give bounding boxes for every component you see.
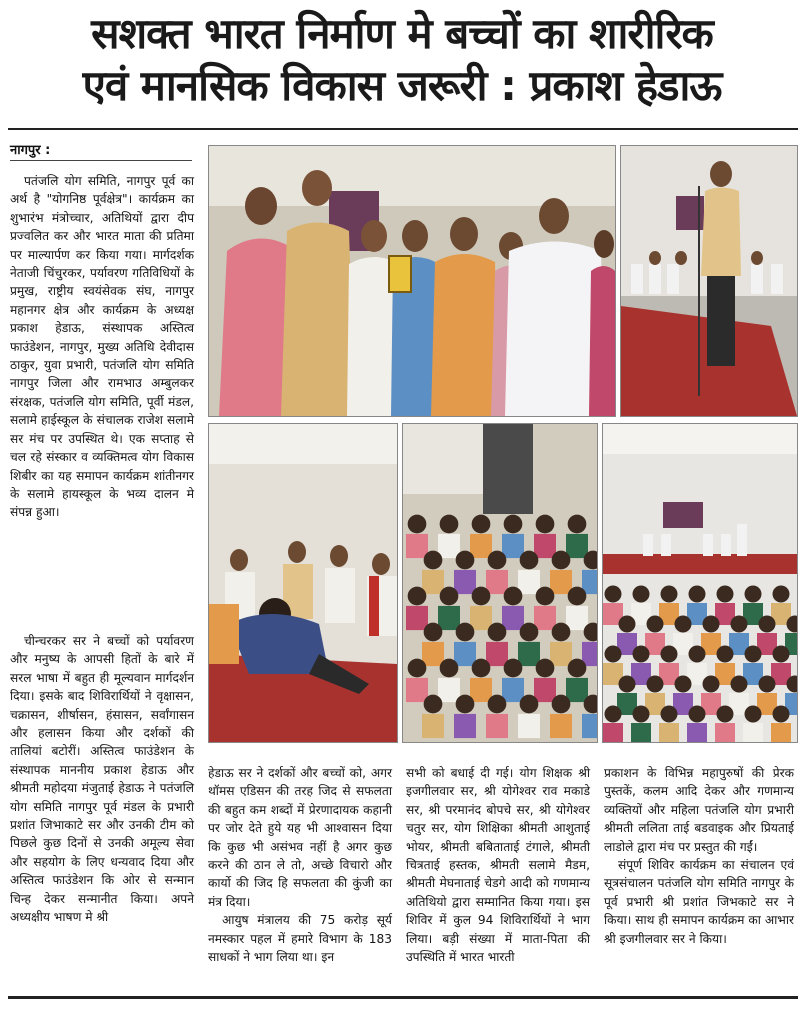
photo-speaker-at-mic bbox=[620, 145, 798, 417]
article-paragraph: हेडाऊ सर ने दर्शकों और बच्चों को, अगर थॉमस एडिसन की तरह जिद से सफलता की बहुत कम शब्दों में प्रेरणादायक कहानी पर जोर देते हुये यह भी आश्वासन दिया कि कुछ भी असंभव नहीं है अगर कुछ करने की ठान ले तो, अच्छे विचारो और कार्यो की जिद हि सफलता की कुंजी का मंत्र दिया। bbox=[208, 766, 392, 909]
photo-children-audience bbox=[402, 423, 598, 743]
article-paragraph: पतंजलि योग समिति, नागपुर पूर्व का अर्थ है "योगनिष्ठ पूर्वक्षेत्र"। कार्यक्रम का शुभारंभ मंत्रोच्चार, अतिथियों द्वारा दीप प्रज्वलित कर और भारत माता की प्रतिमा पर माल्यार्पण कर किया गया। मार्गदर्शक नेताजी चिंचुरकर, पर्यावरण गतिविधियों के प्रमुख, राष्ट्रीय स्वयंसेवक संघ, नागपुर महानगर क्षेत्र और कार्यक्रम के अध्यक्ष प्रकाश हेडाऊ, संस्थापक अस्तित्व फाउंडेशन, नागपुर, मुख्य अतिथि देवीदास ठाकुर, युवा प्रभारी, पतंजलि योग समिति नागपुर जिला और रामभाउ अम्बुलकर संरक्षक, पतंजलि योग समिति, पूर्वी मंडल, सलामे हाईस्कूल के संचालक राजेश सलामे सर मंच पर उपस्थित थे। एक सप्ताह से चल रहे संस्कार व व्यक्तिमत्व योग विकास शिबीर का यह समापन कार्यक्रम शांतीनगर के सलामे हायस्कूल के भव्य दालन मे संपन्न हुआ। bbox=[10, 174, 194, 520]
headline bbox=[0, 8, 804, 112]
article-column-3 bbox=[406, 764, 590, 966]
photo-hall-view bbox=[602, 423, 798, 743]
article-paragraph: चीन्चरकर सर ने बच्चों को पर्यावरण और मनुष्य के आपसी हितों के बारे में सरल भाषा में बहुत ही मूल्यवान मार्गदर्शन दिया। इसके बाद शिविरार्थियों ने वृक्षासन, चक्रासन, शीर्षासन, हंसासन, सर्वांगासन और हलासन किया और दर्शकों की तालियां बटोरीं। अस्तित्व फाउंडेशन के संस्थापक माननीय प्रकाश हेडाऊ और श्रीमती महोदया मंजुताई हेडाऊ ने पतंजलि योग समिति नागपुर पूर्व मंडल के प्रभारी प्रशांत जिभाकाटे सर और उनकी टीम को पिछले कुछ दिनों से उनकी अमूल्य सेवा और सहयोग के लिए धन्यवाद दिया और अस्तित्व फाउंडेशन कि ओर से सन्मान चिन्ह देकर सन्मानीत किया। अपने अध्यक्षीय भाषण मे श्री bbox=[10, 634, 194, 925]
article-paragraph: सभी को बधाई दी गई। योग शिक्षक श्री इजगीलवार सर, श्री योगेश्वर राव मकाडे सर, श्री परमानंद बोपचे सर, श्री योगेश्वर चतुर सर, योग शिक्षिका श्रीमती आशुताई भोयर, श्रीमती बबिताताई टंगाले, श्रीमती चित्रताई हस्तक, श्रीमती सलामे मैडम, श्रीमती मेघनाताई चेडगे आदी को गणमान्य अतिथियो द्वारा सम्मानित किया गया। इस शिविर में कुल 94 शिविरार्थियों ने भाग लिया। बड़ी संख्या में माता-पिता की उपस्थिति में भारत भारती bbox=[406, 766, 590, 965]
article-paragraph: आयुष मंत्रालय की 75 करोड़ सूर्य नमस्कार पहल में हमारे विभाग के 183 साधकों ने भाग लिया था। इन bbox=[208, 913, 392, 965]
photo-girl-doing-asana bbox=[208, 423, 398, 743]
article-column-2 bbox=[208, 764, 392, 966]
photo-felicitation-group bbox=[208, 145, 616, 417]
dateline-rule bbox=[10, 160, 192, 161]
article-column-4 bbox=[604, 764, 794, 948]
article-paragraph: प्रकाशन के विभिन्न महापुरुषों की प्रेरक पुस्तकें, कलम आदि देकर और गणमान्य व्यक्तियों और महिला पतंजलि योग प्रभारी श्रीमती ललिता ताई बडवाइक और प्रियताई लाडोले द्वारा मंच पर प्रस्तुत की गईं। bbox=[604, 766, 794, 854]
article-column-1-continued bbox=[10, 632, 194, 927]
headline-line-2: एवं मानसिक विकास जरूरी : प्रकाश हेडाऊ bbox=[82, 61, 722, 110]
dateline: नागपुर : bbox=[10, 143, 51, 158]
article-paragraph: संपूर्ण शिविर कार्यक्रम का संचालन एवं सूत्रसंचालन पतंजलि योग समिति नागपुर के पूर्व प्रभारी श्री प्रशांत जिभकाटे सर ने किया। साथ ही समापन कार्यक्रम का आभार श्री इजगीलवार सर ने किया। bbox=[604, 858, 794, 946]
headline-line-1: सशक्त भारत निर्माण मे बच्चों का शारीरिक bbox=[91, 9, 713, 58]
bottom-rule bbox=[8, 996, 798, 999]
top-rule bbox=[8, 128, 798, 130]
article-column-1 bbox=[10, 172, 194, 522]
